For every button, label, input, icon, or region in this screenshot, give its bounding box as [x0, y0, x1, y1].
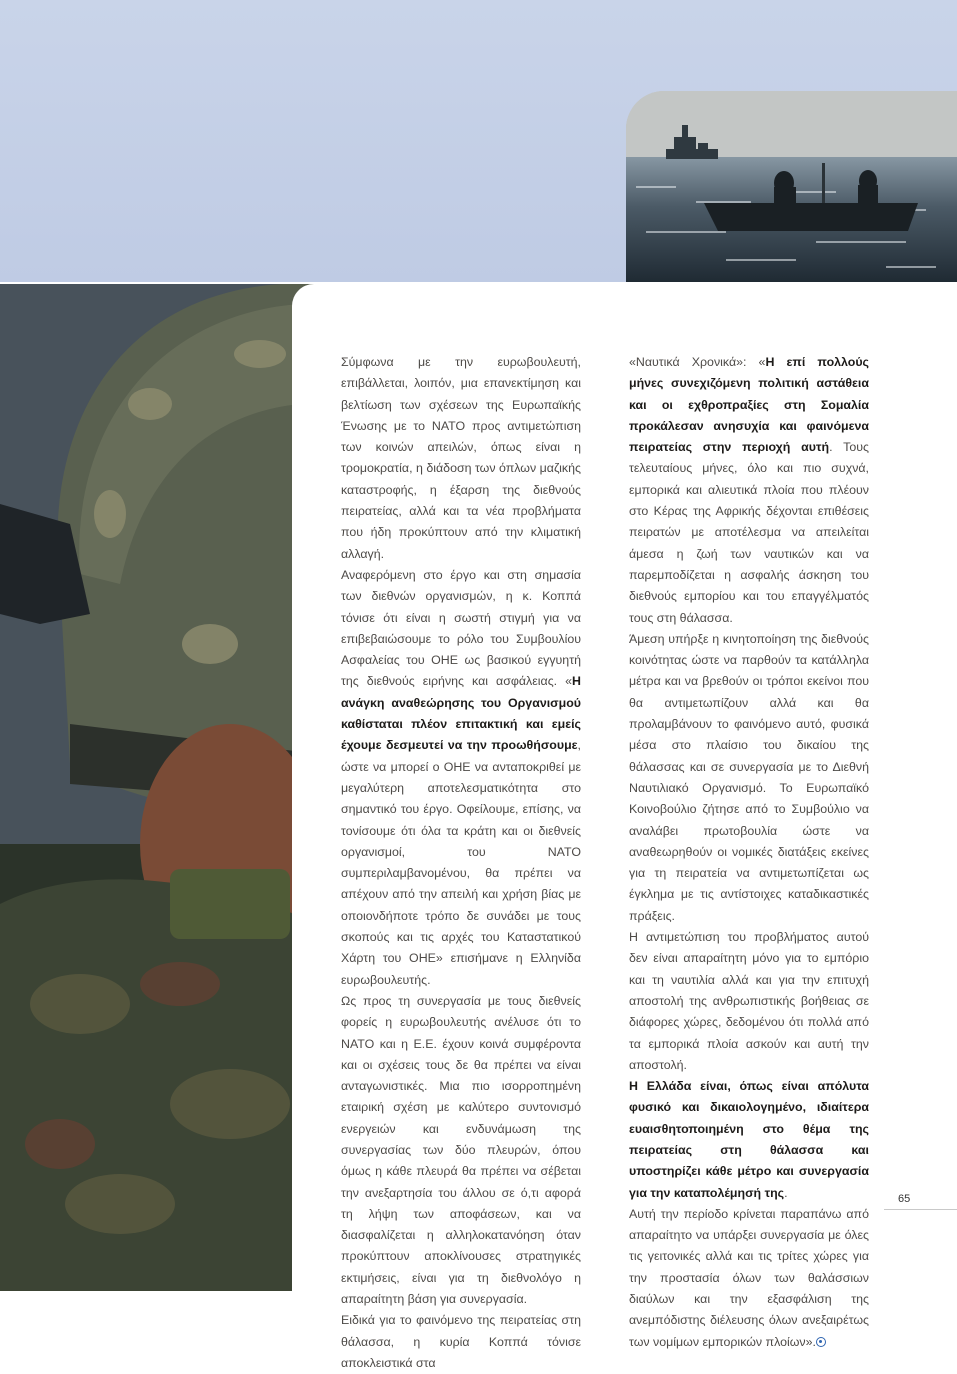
- left-paragraph-4: Ειδικά για το φαινόμενο της πειρατείας στη θάλασσα, η κυρία Κοππά τόνισε αποκλειστικά στα: [341, 1313, 581, 1370]
- soldier-photo-illustration: [0, 284, 320, 1291]
- article-left-column: [341, 352, 581, 1374]
- left-paragraph-2: [341, 565, 581, 991]
- left-paragraph-1: Σύμφωνα με την ευρωβουλευτή, επιβάλλεται, λοιπόν, μια επανεκτίμηση και βελτίωση των σχέσεων της Ευρωπαϊκής Ένωσης με το ΝΑΤΟ προς αντιμετώπιση των κοινών απειλών, όπως είναι η τρομοκρατία, η διάδοση των όπλων μαζικής καταστροφής, η έξαρση της διεθνούς πειρατείας, αλλά και τα νέα προβλήματα που ήδη προκύπτουν από την κλιματική αλλαγή.: [341, 355, 581, 561]
- right-paragraph-4: [629, 1076, 869, 1204]
- left-paragraph-2-rest: , ώστε να μπορεί ο ΟΗΕ να ανταποκριθεί με μεγαλύτερη αποτελεσματικότητα στο σημαντικό του έργο. Οφείλουμε, επίσης, να τονίσουμε ότι όλα τα κράτη και οι διεθνείς οργανισμοί, του ΝΑΤΟ συμπεριλαμβανομένου, θα πρέπει να απέχουν από την απειλή και χρήση βίας με οποιονδήποτε τρόπο δε συνάδει με τους σκοπούς και τις αρχές του Καταστατικού Χάρτη του ΟΗΕ» επισήμανε η Ελληνίδα ευρωβουλευτής.: [341, 738, 581, 987]
- right-paragraph-5: [629, 1204, 869, 1353]
- right-paragraph-1: [629, 352, 869, 629]
- left-paragraph-2-intro: Αναφερόμενη στο έργο και στη σημασία των διεθνών οργανισμών, η κ. Κοππά τόνισε ότι είναι η σωστή στιγμή για να επιβεβαιώσουμε το ρόλο του Συμβουλίου Ασφαλείας του ΟΗΕ ως βασικού εγγυητή της διεθνούς ειρήνης και ασφάλειας. «: [341, 567, 581, 689]
- right-paragraph-1-intro: «Ναυτικά Χρονικά»: «: [629, 355, 766, 369]
- right-paragraph-4-rest: .: [784, 1185, 788, 1200]
- page-number-rule: [884, 1209, 957, 1210]
- right-paragraph-4-highlight: Η Ελλάδα είναι, όπως είναι απόλυτα φυσικό και δικαιολογημένο, ιδιαίτερα ευαισθητοποιημένη στο θέμα της πειρατείας στη θάλασσα και υποστηρίζει κάθε μέτρο και συνεργασία για την καταπολέμησή της: [629, 1079, 869, 1200]
- left-paragraph-3: Ως προς τη συνεργασία με τους διεθνείς φορείς η ευρωβουλευτής ανέλυσε ότι το ΝΑΤΟ και η Ε.Ε. έχουν κοινά συμφέροντα και οι σχέσεις τους δε θα πρέπει να είναι ανταγωνιστικές. Μια πιο ισορροπημένη εταιρική σχέση με καλύτερο συντονισμό ενεργειών και ενδυνάμωση της συνεργασίας των δύο πλευρών, όπου όμως η κάθε πλευρά θα πρέπει να σέβεται την ανεξαρτησία του άλλου σε ό,τι αφορά τη λήψη των αποφάσεων, και να διασφαλίζεται η αλληλοκατανόηση όταν προκύπτουν αποκλίνουσες στρατηγικές εκτιμήσεις, είναι για τη διεθνολόγο η απαραίτητη βάση για συνεργασία.: [341, 993, 581, 1307]
- warship-and-fishing-boat-photo: [626, 91, 957, 282]
- left-paragraph-2-highlight: Η ανάγκη αναθεώρησης του Οργανισμού καθίσταται πλέον επιτακτική και εμείς έχουμε δεσμευτεί να την προωθήσουμε: [341, 674, 581, 753]
- right-paragraph-3: Η αντιμετώπιση του προβλήματος αυτού δεν είναι απαραίτητη μόνο για το εμπόριο και τη ναυτιλία αλλά και για την επιτυχή αποστολή της ανθρωπιστικής βοήθειας σε διάφορες χώρες, δεδομένου ότι πολλά από τα εμπορικά πλοία ασκούν και αυτή την αποστολή.: [629, 930, 869, 1072]
- end-of-article-icon: [816, 1337, 826, 1347]
- right-paragraph-5-text: Αυτή την περίοδο κρίνεται παραπάνω από απαραίτητο να υπάρξει συνεργασία με όλες τις γειτονικές αλλά και τις τρίτες χώρες για την προστασία όλων των θαλάσσιων διαύλων και την εξασφάλιση της ανεμπόδιστης διέλευσης όλων ανεξαιρέτως των νομίμων εμπορικών πλοίων».: [629, 1206, 869, 1349]
- page-number: 65: [898, 1193, 911, 1205]
- soldier-with-helmet-photo: [0, 284, 320, 1291]
- right-paragraph-1-highlight: Η επί πολλούς μήνες συνεχιζόμενη πολιτική αστάθεια και οι εχθροπραξίες στη Σομαλία προκάλεσαν ανησυχία και φαινόμενα πειρατείας στην περιοχή αυτή: [629, 355, 869, 455]
- right-paragraph-1-rest: . Τους τελευταίους μήνες, όλο και πιο συχνά, εμπορικά και αλιευτικά πλοία που πλέουν στο Κέρας της Αφρικής δέχονται επιθέσεις πειρατών με αποτέλεσμα να απειλείται άμεσα η ζωή των ναυτικών και να παρεμποδίζεται η ασφαλής άσκηση του διεθνούς εμπορίου και του επαγγέλματός τους στη θάλασσα.: [629, 440, 869, 625]
- article-right-column: [629, 352, 869, 1353]
- ship-photo-illustration: [626, 91, 957, 282]
- right-paragraph-2: Άμεση υπήρξε η κινητοποίηση της διεθνούς κοινότητας ώστε να παρθούν τα κατάλληλα μέτρα και να βρεθούν οι τρόποι εκείνοι που θα αντιμετωπίζουν αλλά και θα προλαμβάνουν το φαινόμενο αυτό, φυσικά μέσα στο πλαίσιο του δικαίου της θάλασσας και σε συνεργασία με το Διεθνή Ναυτιλιακό Οργανισμό. Το Ευρωπαϊκό Κοινοβούλιο ζήτησε από το Συμβούλιο να αναλάβει πρωτοβουλία ώστε να αναθεωρηθούν οι νομικές διατάξεις εκείνες για τη πειρατεία να αντιμετωπίζεται ως έγκλημα με τις αντίστοιχες καταδικαστικές πράξεις.: [629, 631, 869, 923]
